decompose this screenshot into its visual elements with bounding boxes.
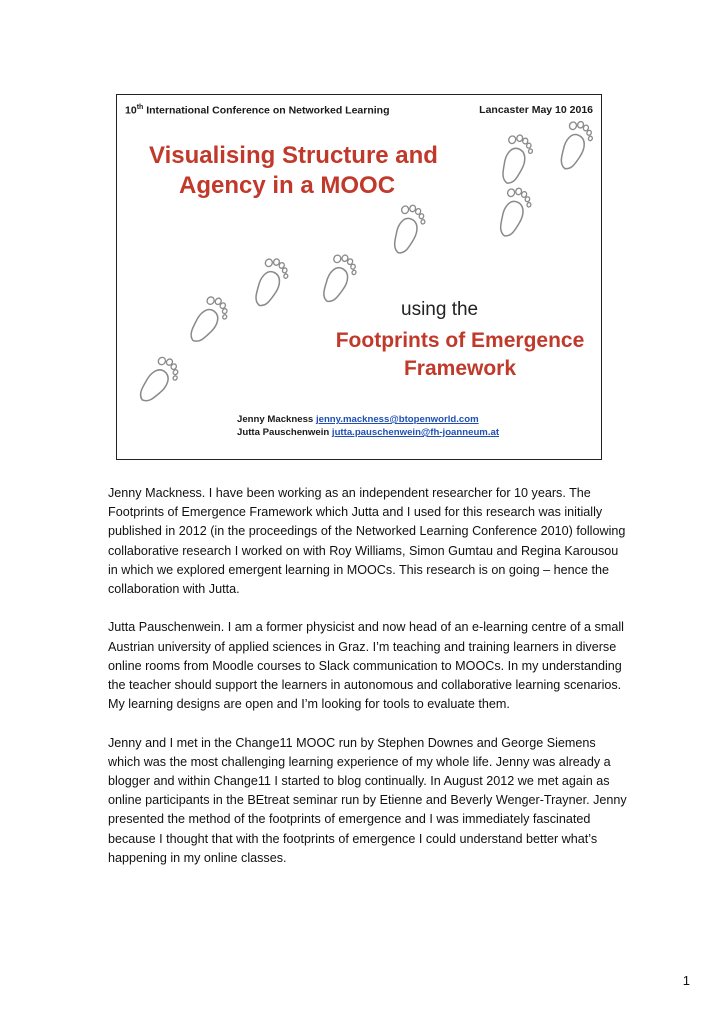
speaker-notes — [108, 484, 628, 887]
slide-header — [125, 104, 593, 117]
using-the-text: using the — [401, 299, 479, 320]
framework-title-line1: Footprints of Emergence — [335, 329, 585, 352]
location-date: Lancaster May 10 2016 — [479, 104, 593, 116]
conference-name: 10th International Conference on Networked Learning — [125, 104, 390, 117]
page-number: 1 — [682, 973, 690, 988]
paragraph-jenny: Jenny Mackness. I have been working as an independent researcher for 10 years. The Footprints of Emergence Framework which Jutta and I used for this research was initially published in 2012 (in the proceedings of the Networked Learning Conference 2010) following collaborative research I worked on with Roy Williams, Simon Gumtau and Regina Karousou in which we explored emergent learning in MOOCs. This research is on going – hence the collaboration with Jutta. — [108, 486, 626, 597]
author1-email-link[interactable]: jenny.mackness@btopenworld.com — [315, 414, 479, 425]
author-line-1 — [237, 413, 499, 426]
author-line-2 — [237, 426, 499, 439]
slide-thumbnail — [116, 94, 602, 460]
author2-email-link[interactable]: jutta.pauschenwein@fh-joanneum.at — [331, 427, 500, 438]
framework-title-line2: Framework — [403, 357, 517, 380]
slide-title — [149, 141, 439, 201]
author1-name: Jenny Mackness — [237, 414, 314, 425]
author-credits — [237, 413, 499, 439]
slide-title-line2: Agency in a MOOC — [179, 172, 396, 199]
paragraph-jutta: Jutta Pauschenwein. I am a former physicist and now head of an e-learning centre of a small Austrian university of applied sciences in Graz. I’m teaching and training learners in diverse online rooms from Moodle courses to Slack communication to MOOCs. In my understanding the teacher should support the learners in autonomous and collaborative learning scenarios. My learning designs are open and I’m looking for tools to evaluate them. — [108, 620, 624, 712]
slide-title-line1: Visualising Structure and — [149, 142, 438, 169]
author2-name: Jutta Pauschenwein — [237, 427, 330, 438]
paragraph-meeting: Jenny and I met in the Change11 MOOC run by Stephen Downes and George Siemens which was the most challenging learning experience of my whole life. Jenny was already a blogger and within Change11 I started to blog continually. In August 2012 we met again as online participants in the BEtreat seminar run by Etienne and Beverly Wenger-Trayner. Jenny presented the method of the footprints of emergence and I was immediately fascinated because I thought that with the footprints of emergence I could understand better what’s happening in my online classes. — [108, 735, 627, 865]
framework-title — [315, 327, 602, 383]
